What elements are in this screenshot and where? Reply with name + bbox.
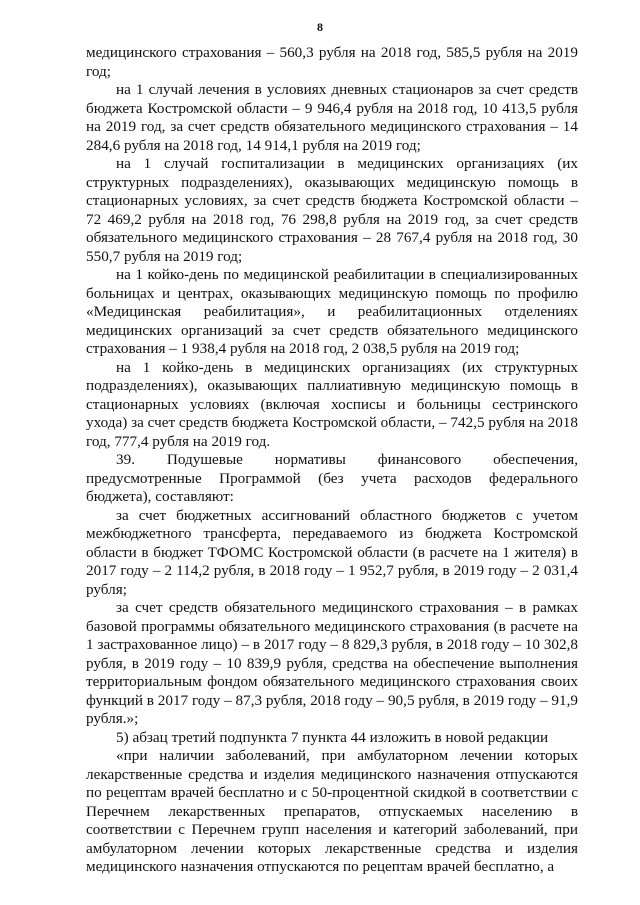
paragraph: на 1 койко-день в медицинских организациях (их структурных подразделениях), оказывающих паллиативную медицинскую помощь в стационарных условиях (включая хосписы и больницы сестринского ухода) за счет средств бюджета Костромской области, – 742,5 рубля на 2018 год, 777,4 рубля на 2019 год. [86,358,578,450]
paragraph: 5) абзац третий подпункта 7 пункта 44 изложить в новой редакции [116,728,549,746]
document-body [86,44,578,877]
paragraph: на 1 случай госпитализации в медицинских организациях (их структурных подразделениях), оказывающих медицинскую помощь в стационарных условиях, за счет средств бюджета Костромской области – 72 469,2 рубля на 2018 год, 76 298,8 рубля на 2019 год, за счет средств обязательного медицинского страхования – 28 767,4 рубля на 2018 год, 30 550,7 рубля на 2019 год; [86,155,578,265]
paragraph: медицинского страхования – 560,3 рубля на 2018 год, 585,5 рубля на 2019 год; [86,44,578,80]
paragraph: за счет средств обязательного медицинского страхования – в рамках базовой программы обязательного медицинского страхования (в расчете на 1 застрахованное лицо) – в 2017 году – 8 829,3 рубля, в 2018 году – 10 302,8 рубля, в 2019 году – 10 839,9 рубля, средства на обеспечение выполнения территориальным фондом обязательного медицинского страхования своих функций в 2017 году – 87,3 рубля, 2018 году – 90,5 рубля, в 2019 году – 91,9 рубля.»; [86,599,578,727]
paragraph: «при наличии заболеваний, при амбулаторном лечении которых лекарственные средства и изделия медицинского назначения отпускаются по рецептам врачей бесплатно и с 50-процентной скидкой в соответствии с Перечнем лекарственных препаратов, отпускаемых населению в соответствии с Перечнем групп населения и категорий заболеваний, при амбулаторном лечении которых лекарственные средства и изделия медицинского назначения отпускаются по рецептам врачей бесплатно, а [86,747,578,875]
paragraph: на 1 койко-день по медицинской реабилитации в специализированных больницах и центрах, оказывающих медицинскую помощь по профилю «Медицинская реабилитация», и реабилитационных отделениях медицинских организаций за счет средств обязательного медицинского страхования – 1 938,4 рубля на 2018 год, 2 038,5 рубля на 2019 год; [86,266,578,357]
page-number: 8 [317,20,323,34]
paragraph: 39. Подушевые нормативы финансового обеспечения, предусмотренные Программой (без учета расходов федерального бюджета), составляют: [86,451,578,505]
paragraph: за счет бюджетных ассигнований областного бюджетов с учетом межбюджетного трансферта, передаваемого из бюджета Костромской области в бюджет ТФОМС Костромской области (в расчете на 1 жителя) в 2017 году – 2 114,2 рубля, в 2018 году – 1 952,7 рубля, в 2019 году – 2 031,4 рубля; [86,506,578,598]
paragraph: на 1 случай лечения в условиях дневных стационаров за счет средств бюджета Костромской области – 9 946,4 рубля на 2018 год, 10 413,5 рубля на 2019 год, за счет средств обязательного медицинского страхования – 14 284,6 рубля на 2018 год, 14 914,1 рубля на 2019 год; [86,81,578,154]
